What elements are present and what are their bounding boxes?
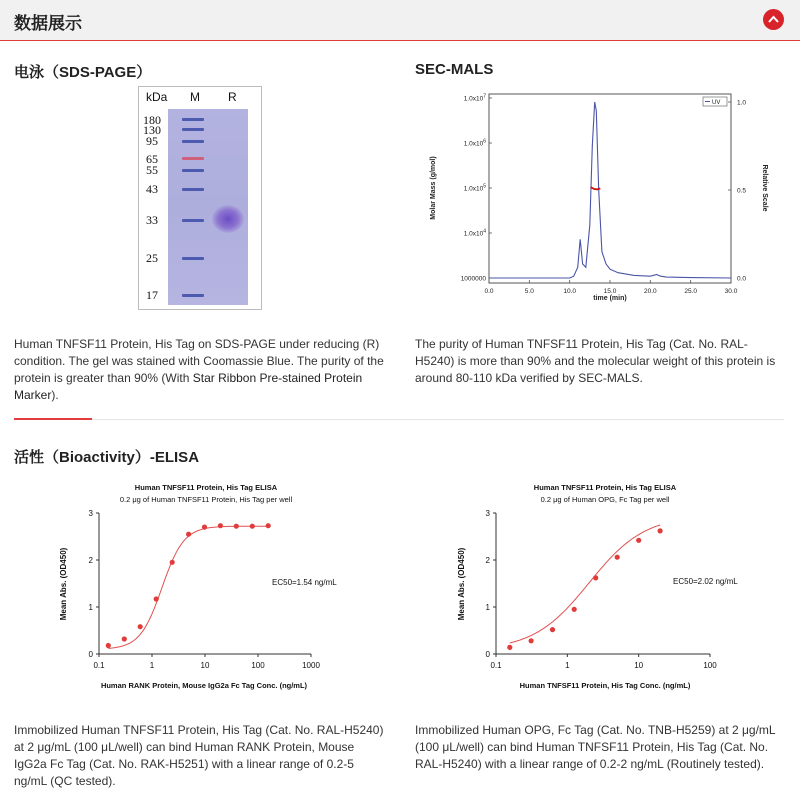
elisa2-y-ticks	[486, 509, 496, 659]
mw-label: 33	[146, 213, 158, 227]
elisa2-x-label: Human TNFSF11 Protein, His Tag Conc. (ng/mL)	[519, 681, 691, 690]
elisa2-x-tick-label: 1	[565, 661, 570, 670]
sec-x-tick-label: 25.0	[684, 288, 697, 295]
elisa1-y-label: Mean Abs. (OD450)	[59, 547, 68, 621]
elisa1-subtitle: 0.2 μg of Human TNFSF11 Protein, His Tag per well	[119, 495, 293, 504]
section-divider	[14, 419, 784, 420]
elisa1-data-point	[266, 523, 271, 528]
elisa2-data-point	[658, 528, 663, 533]
chevron-up-icon	[768, 15, 779, 23]
ladder-band	[182, 188, 204, 191]
uv-trace-line	[489, 102, 731, 278]
ladder-band	[182, 169, 204, 172]
sec-y2-tick-label: 0.0	[737, 275, 747, 283]
elisa1-data-point	[186, 532, 191, 537]
sec-y2-tick-label: 1.0	[737, 99, 747, 107]
gel-header-reduced: R	[228, 90, 237, 104]
mw-label: 180	[143, 113, 161, 127]
elisa2-data-point	[572, 607, 577, 612]
elisa2-ec50: EC50=2.02 ng/mL	[673, 577, 738, 586]
elisa2-x-tick-label: 10	[634, 661, 644, 670]
ladder-band	[182, 219, 204, 222]
elisa2-caption: Immobilized Human OPG, Fc Tag (Cat. No. TNB-H5259) at 2 μg/mL (100 μL/well) can bind Human TNFSF11 Protein, His Tag (Cat. No. RAL-H5240) with a linear range of 0.2-2 ng/mL (Routinely tested).	[415, 723, 776, 771]
sec-mals-caption: The purity of Human TNFSF11 Protein, His Tag (Cat. No. RAL-H5240) is more than 90% and the molecular weight of this protein is around 80-110 kDa verified by SEC-MALS.	[415, 337, 776, 385]
sds-page-caption	[14, 336, 384, 404]
gel-header-kda: kDa	[146, 90, 168, 104]
sds-page-title: 电泳（SDS-PAGE）	[14, 64, 152, 81]
elisa1-x-tick-label: 100	[251, 661, 265, 670]
sec-x-tick-label: 0.0	[484, 288, 494, 295]
elisa1-y-tick-label: 2	[88, 556, 93, 565]
elisa2-data-point	[507, 645, 512, 650]
elisa2-data-point	[529, 638, 534, 643]
ladder-band	[182, 118, 204, 121]
elisa2-data-point	[636, 538, 641, 543]
elisa-chart-2	[415, 476, 785, 696]
sec-x-tick-label: 30.0	[724, 288, 738, 295]
sec-x-ticks	[484, 280, 737, 295]
sec-x-tick-label: 5.0	[524, 288, 534, 295]
sec-x-tick-label: 20.0	[644, 288, 657, 295]
elisa2-data-point	[615, 555, 620, 560]
mw-label: 95	[146, 134, 158, 148]
mw-label: 43	[146, 182, 158, 196]
ladder-band	[182, 294, 204, 297]
sec-y-tick-label: $1.0x10^7$	[463, 93, 486, 103]
divider-accent	[14, 418, 92, 420]
elisa1-title: Human TNFSF11 Protein, His Tag ELISA	[134, 483, 278, 492]
elisa1-x-tick-label: 0.1	[93, 661, 105, 670]
elisa2-points	[507, 528, 663, 650]
elisa1-data-point	[234, 524, 239, 529]
sds-caption-end: ).	[51, 388, 59, 402]
elisa1-y-tick-label: 1	[88, 603, 93, 612]
elisa1-data-point	[106, 643, 111, 648]
header-title: 数据展示	[14, 14, 82, 33]
elisa2-fit-curve	[510, 525, 660, 643]
elisa1-data-point	[154, 596, 159, 601]
bioactivity-title: 活性（Bioactivity）-ELISA	[14, 449, 200, 466]
elisa1-caption: Immobilized Human TNFSF11 Protein, His Tag (Cat. No. RAL-H5240) at 2 μg/mL (100 μL/well) can bind Human RANK Protein, Mouse IgG2a Fc Tag (Cat. No. RAK-H5251) with a linear range of 0.2-5 ng/mL (QC tested).	[14, 723, 384, 788]
gel-header-marker: M	[190, 90, 200, 104]
elisa2-y-tick-label: 0	[485, 650, 490, 659]
sec-y-ticks	[461, 94, 492, 283]
elisa2-x-tick-label: 0.1	[490, 661, 502, 670]
elisa2-y-label: Mean Abs. (OD450)	[457, 547, 466, 621]
elisa1-fit-curve	[108, 526, 268, 648]
mw-label: 25	[146, 251, 158, 265]
sds-caption-text: Human TNFSF11 Protein, His Tag on SDS-PAGE under reducing (R) condition. The gel was stained with Coomassie Blue. The purity of the protein is greater than 90% (With	[14, 337, 384, 385]
mw-label: 17	[146, 288, 158, 302]
ladder-band	[182, 257, 204, 260]
mw-label: 130	[143, 123, 161, 137]
sec-x-tick-label: 10.0	[563, 288, 576, 295]
elisa2-title: Human TNFSF11 Protein, His Tag ELISA	[533, 483, 677, 492]
sec-y-tick-label: $1.0x10^6$	[463, 138, 486, 148]
mw-label: 65	[146, 152, 158, 166]
mw-label: 55	[146, 163, 158, 177]
sec-mals-title: SEC-MALS	[415, 61, 494, 78]
elisa1-x-label: Human RANK Protein, Mouse IgG2a Fc Tag Conc. (ng/mL)	[100, 681, 308, 690]
elisa1-y-tick-label: 3	[88, 509, 93, 518]
ladder-band	[182, 157, 204, 160]
ladder-band	[182, 140, 204, 143]
sec-y2-tick-label: 0.5	[737, 187, 747, 195]
sec-y-tick-label: $1.0x10^5$	[463, 183, 486, 193]
elisa1-data-point	[202, 525, 207, 530]
sec-x-label: time (min)	[593, 295, 627, 302]
protein-band	[212, 205, 244, 233]
elisa2-x-tick-label: 100	[703, 661, 717, 670]
elisa1-y-ticks	[89, 509, 99, 659]
ladder-band	[182, 128, 204, 131]
sec-x-tick-label: 15.0	[603, 288, 617, 295]
elisa1-data-point	[122, 636, 127, 641]
elisa1-x-ticks	[93, 654, 320, 670]
elisa1-x-tick-label: 1000	[302, 661, 320, 670]
elisa1-y-tick-label: 0	[88, 650, 93, 659]
elisa1-x-tick-label: 1	[149, 661, 155, 670]
elisa1-data-point	[138, 624, 143, 629]
elisa2-y-tick-label: 2	[485, 556, 490, 565]
elisa1-x-tick-label: 10	[200, 661, 210, 670]
sec-y-tick-label: 1000000	[460, 275, 486, 283]
elisa2-subtitle: 0.2 μg of Human OPG, Fc Tag per well	[540, 495, 670, 504]
elisa2-x-ticks	[490, 654, 717, 670]
sec-legend-label: UV	[712, 100, 721, 106]
elisa1-points	[106, 523, 271, 648]
elisa2-y-tick-label: 1	[485, 603, 490, 612]
elisa1-data-point	[250, 524, 255, 529]
section-header	[0, 0, 800, 41]
elisa2-data-point	[593, 575, 598, 580]
sec-plot-frame	[489, 94, 731, 283]
sec-mals-chart	[415, 84, 785, 306]
sec-y2-label: Relative Scale	[761, 164, 768, 212]
elisa-chart-1	[14, 476, 384, 696]
sec-y-tick-label: $1.0x10^4$	[463, 228, 486, 238]
collapse-button[interactable]	[763, 9, 784, 30]
elisa1-data-point	[218, 523, 223, 528]
elisa1-data-point	[170, 560, 175, 565]
elisa2-y-tick-label: 3	[485, 509, 490, 518]
marker-product-link[interactable]: Star Ribbon Pre-stained Protein Marker	[14, 371, 363, 402]
elisa1-ec50: EC50=1.54 ng/mL	[272, 578, 337, 587]
elisa2-data-point	[550, 627, 555, 632]
sec-y-label: Molar Mass (g/mol)	[430, 156, 437, 220]
